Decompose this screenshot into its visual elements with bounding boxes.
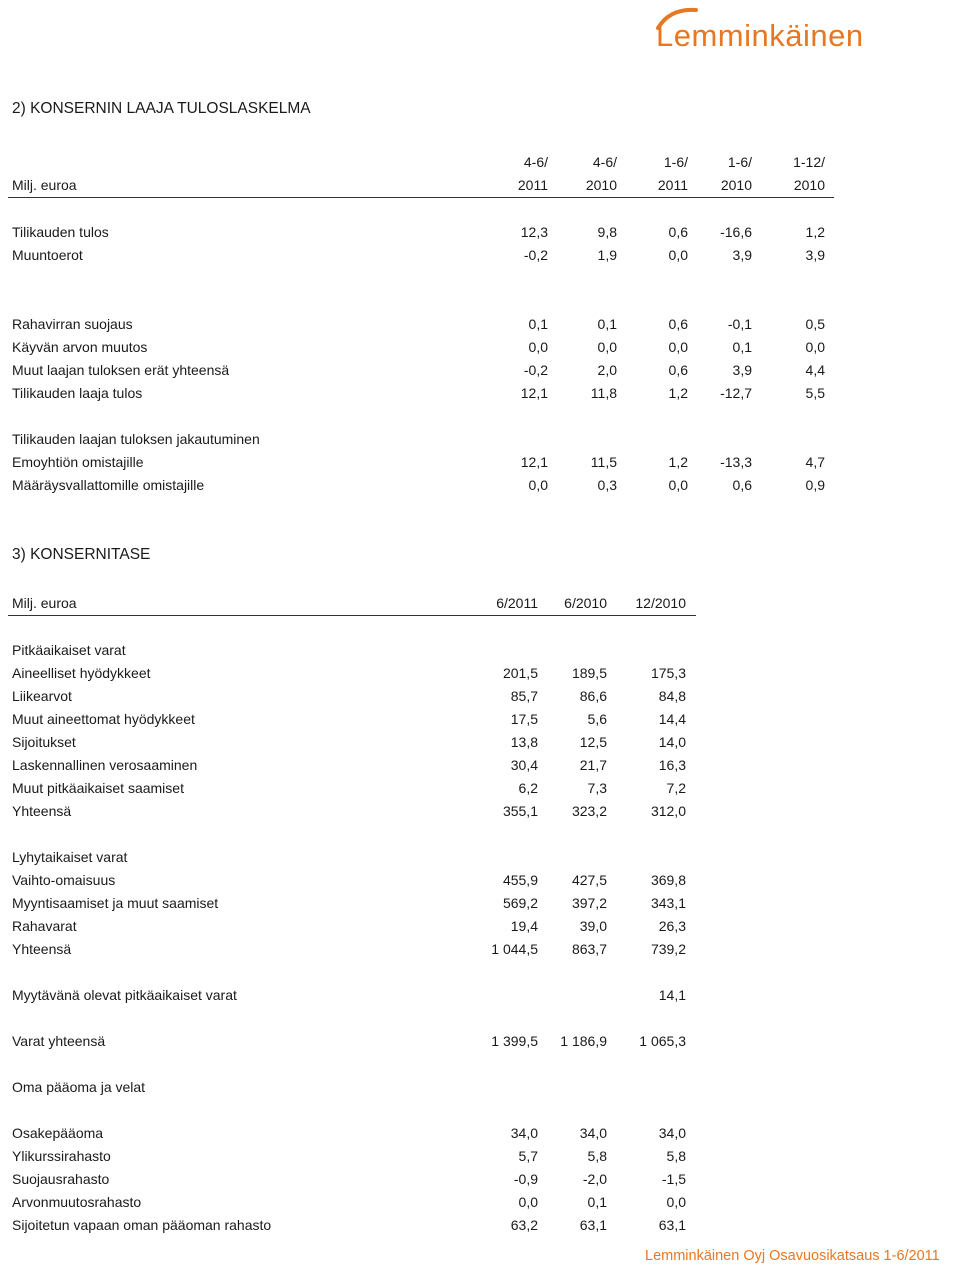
row-label: Rahavirran suojaus <box>12 316 133 332</box>
cell-value: 34,0 <box>510 1125 538 1141</box>
row-label: Muuntoerot <box>12 247 83 263</box>
cell-value: -16,6 <box>720 224 752 240</box>
cell-value: 0,0 <box>668 247 688 263</box>
table-row <box>12 755 842 775</box>
cell-value: 39,0 <box>579 918 607 934</box>
cell-value: 1,2 <box>668 385 688 401</box>
cell-value: 0,6 <box>668 224 688 240</box>
column-header: 2010 <box>720 177 752 193</box>
cell-value: 1,2 <box>668 454 688 470</box>
cell-value: 323,2 <box>571 803 607 819</box>
cell-value: 312,0 <box>650 803 686 819</box>
table-row <box>12 916 842 936</box>
table-row <box>12 985 842 1005</box>
table-row <box>12 732 842 752</box>
column-header: 1-6/ <box>727 154 752 170</box>
cell-value: 7,3 <box>587 780 607 796</box>
table-row <box>12 452 842 472</box>
cell-value: 63,1 <box>658 1217 686 1233</box>
cell-value: 863,7 <box>571 941 607 957</box>
cell-value: 14,4 <box>658 711 686 727</box>
row-label: Yhteensä <box>12 941 72 957</box>
cell-value: 5,5 <box>805 385 825 401</box>
cell-value: -0,2 <box>523 247 548 263</box>
row-label: Tilikauden laajan tuloksen jakautuminen <box>12 431 260 447</box>
table-row <box>12 429 842 449</box>
section-title-income-statement: 2) KONSERNIN LAAJA TULOSLASKELMA <box>12 100 311 117</box>
cell-value: 0,6 <box>668 362 688 378</box>
table-row <box>12 222 842 242</box>
column-header: 2011 <box>517 177 548 193</box>
row-label: Suojausrahasto <box>12 1171 110 1187</box>
cell-value: 343,1 <box>650 895 686 911</box>
cell-value: 739,2 <box>650 941 686 957</box>
cell-value: 3,9 <box>732 247 752 263</box>
unit-label: Milj. euroa <box>12 177 77 193</box>
cell-value: 14,1 <box>658 987 686 1003</box>
column-header: 2010 <box>793 177 825 193</box>
row-label: Tilikauden tulos <box>12 224 109 240</box>
cell-value: 0,5 <box>805 316 825 332</box>
row-label: Määräysvallattomille omistajille <box>12 477 205 493</box>
cell-value: 1 065,3 <box>639 1033 686 1049</box>
cell-value: 5,8 <box>666 1148 686 1164</box>
cell-value: 189,5 <box>571 665 607 681</box>
cell-value: 0,0 <box>528 339 548 355</box>
cell-value: 2,0 <box>597 362 617 378</box>
table-row <box>12 640 842 660</box>
cell-value: 569,2 <box>502 895 538 911</box>
table-row <box>12 1077 842 1097</box>
column-header: 12/2010 <box>635 595 686 611</box>
cell-value: 21,7 <box>579 757 607 773</box>
cell-value: 175,3 <box>650 665 686 681</box>
cell-value: 34,0 <box>658 1125 686 1141</box>
table-row <box>12 686 842 706</box>
row-label: Arvonmuutosrahasto <box>12 1194 142 1210</box>
cell-value: -13,3 <box>720 454 752 470</box>
row-label: Tilikauden laaja tulos <box>12 385 143 401</box>
table-header <box>12 593 702 613</box>
cell-value: 0,0 <box>805 339 825 355</box>
row-label: Laskennallinen verosaaminen <box>12 757 198 773</box>
table-row <box>12 1146 842 1166</box>
table-row <box>12 314 842 334</box>
cell-value: 63,1 <box>579 1217 607 1233</box>
cell-value: 12,1 <box>520 385 548 401</box>
row-label: Myytävänä olevat pitkäaikaiset varat <box>12 987 237 1003</box>
table-row <box>12 893 842 913</box>
cell-value: -0,9 <box>513 1171 538 1187</box>
cell-value: -0,2 <box>523 362 548 378</box>
cell-value: 0,0 <box>528 477 548 493</box>
row-label: Muut laajan tuloksen erät yhteensä <box>12 362 230 378</box>
column-header: 2011 <box>657 177 688 193</box>
row-label: Aineelliset hyödykkeet <box>12 665 151 681</box>
row-label: Oma pääoma ja velat <box>12 1079 146 1095</box>
cell-value: 84,8 <box>658 688 686 704</box>
cell-value: 5,7 <box>518 1148 538 1164</box>
row-label: Sijoitukset <box>12 734 76 750</box>
cell-value: 355,1 <box>502 803 538 819</box>
table-row <box>12 1169 842 1189</box>
table-row <box>12 245 842 265</box>
cell-value: 6,2 <box>518 780 538 796</box>
cell-value: 0,1 <box>528 316 548 332</box>
row-label: Varat yhteensä <box>12 1033 106 1049</box>
header-divider <box>8 615 696 616</box>
cell-value: 85,7 <box>510 688 538 704</box>
cell-value: 5,8 <box>587 1148 607 1164</box>
cell-value: 0,1 <box>587 1194 607 1210</box>
cell-value: 9,8 <box>597 224 617 240</box>
table-row <box>12 870 842 890</box>
row-label: Yhteensä <box>12 803 72 819</box>
table-row <box>12 1123 842 1143</box>
cell-value: 26,3 <box>658 918 686 934</box>
row-label: Vaihto-omaisuus <box>12 872 116 888</box>
row-label: Myyntisaamiset ja muut saamiset <box>12 895 219 911</box>
section-title-balance-sheet: 3) KONSERNITASE <box>12 546 151 563</box>
cell-value: 3,9 <box>805 247 825 263</box>
table-header-top <box>12 152 832 172</box>
cell-value: 1 186,9 <box>560 1033 607 1049</box>
cell-value: -12,7 <box>720 385 752 401</box>
cell-value: 1,2 <box>805 224 825 240</box>
table-row <box>12 360 842 380</box>
table-row <box>12 939 842 959</box>
table-row <box>12 1215 842 1235</box>
cell-value: 1,9 <box>597 247 617 263</box>
cell-value: -0,1 <box>727 316 752 332</box>
row-label: Ylikurssirahasto <box>12 1148 111 1164</box>
table-header-bottom <box>12 175 832 195</box>
cell-value: 0,6 <box>732 477 752 493</box>
cell-value: 19,4 <box>510 918 538 934</box>
cell-value: -2,0 <box>582 1171 607 1187</box>
cell-value: 5,6 <box>587 711 607 727</box>
column-header: 4-6/ <box>523 154 548 170</box>
cell-value: 0,0 <box>518 1194 538 1210</box>
cell-value: 17,5 <box>510 711 538 727</box>
row-label: Muut aineettomat hyödykkeet <box>12 711 195 727</box>
cell-value: 4,7 <box>805 454 825 470</box>
row-label: Liikearvot <box>12 688 72 704</box>
cell-value: 455,9 <box>502 872 538 888</box>
table-row <box>12 709 842 729</box>
column-header: 4-6/ <box>592 154 617 170</box>
company-logo <box>656 6 916 76</box>
page-footer: Lemminkäinen Oyj Osavuosikatsaus 1-6/2011 <box>645 1248 940 1264</box>
unit-label: Milj. euroa <box>12 595 77 611</box>
cell-value: 12,1 <box>520 454 548 470</box>
row-label: Emoyhtiön omistajille <box>12 454 144 470</box>
table-row <box>12 663 842 683</box>
column-header: 6/2010 <box>564 595 607 611</box>
column-header: 1-6/ <box>663 154 688 170</box>
cell-value: 63,2 <box>510 1217 538 1233</box>
table-row <box>12 475 842 495</box>
cell-value: 0,0 <box>666 1194 686 1210</box>
cell-value: 0,0 <box>597 339 617 355</box>
cell-value: 11,5 <box>590 454 617 470</box>
table-row <box>12 1192 842 1212</box>
cell-value: 0,0 <box>668 339 688 355</box>
row-label: Lyhytaikaiset varat <box>12 849 128 865</box>
cell-value: 397,2 <box>571 895 607 911</box>
header-divider <box>8 197 834 198</box>
column-header: 2010 <box>585 177 617 193</box>
cell-value: 14,0 <box>658 734 686 750</box>
cell-value: 13,8 <box>510 734 538 750</box>
cell-value: 427,5 <box>571 872 607 888</box>
cell-value: 0,1 <box>597 316 617 332</box>
row-label: Käyvän arvon muutos <box>12 339 148 355</box>
table-row <box>12 383 842 403</box>
row-label: Osakepääoma <box>12 1125 104 1141</box>
cell-value: 3,9 <box>732 362 752 378</box>
cell-value: 0,3 <box>597 477 617 493</box>
cell-value: 4,4 <box>805 362 825 378</box>
cell-value: 7,2 <box>666 780 686 796</box>
cell-value: 0,9 <box>805 477 825 493</box>
column-header: 1-12/ <box>793 154 825 170</box>
cell-value: 0,0 <box>668 477 688 493</box>
table-row <box>12 847 842 867</box>
table-row <box>12 778 842 798</box>
cell-value: 12,3 <box>520 224 548 240</box>
row-label: Pitkäaikaiset varat <box>12 642 126 658</box>
logo-wordmark: Lemminkäinen <box>656 18 864 53</box>
cell-value: 86,6 <box>579 688 607 704</box>
row-label: Sijoitetun vapaan oman pääoman rahasto <box>12 1217 272 1233</box>
cell-value: -1,5 <box>661 1171 686 1187</box>
cell-value: 16,3 <box>658 757 686 773</box>
column-header: 6/2011 <box>496 595 538 611</box>
cell-value: 1 399,5 <box>491 1033 538 1049</box>
cell-value: 369,8 <box>650 872 686 888</box>
cell-value: 30,4 <box>510 757 538 773</box>
cell-value: 11,8 <box>590 385 617 401</box>
table-row <box>12 337 842 357</box>
table-row <box>12 801 842 821</box>
row-label: Rahavarat <box>12 918 77 934</box>
cell-value: 12,5 <box>579 734 607 750</box>
cell-value: 34,0 <box>579 1125 607 1141</box>
cell-value: 0,1 <box>732 339 752 355</box>
cell-value: 201,5 <box>502 665 538 681</box>
row-label: Muut pitkäaikaiset saamiset <box>12 780 184 796</box>
cell-value: 0,6 <box>668 316 688 332</box>
cell-value: 1 044,5 <box>491 941 538 957</box>
table-row <box>12 1031 842 1051</box>
